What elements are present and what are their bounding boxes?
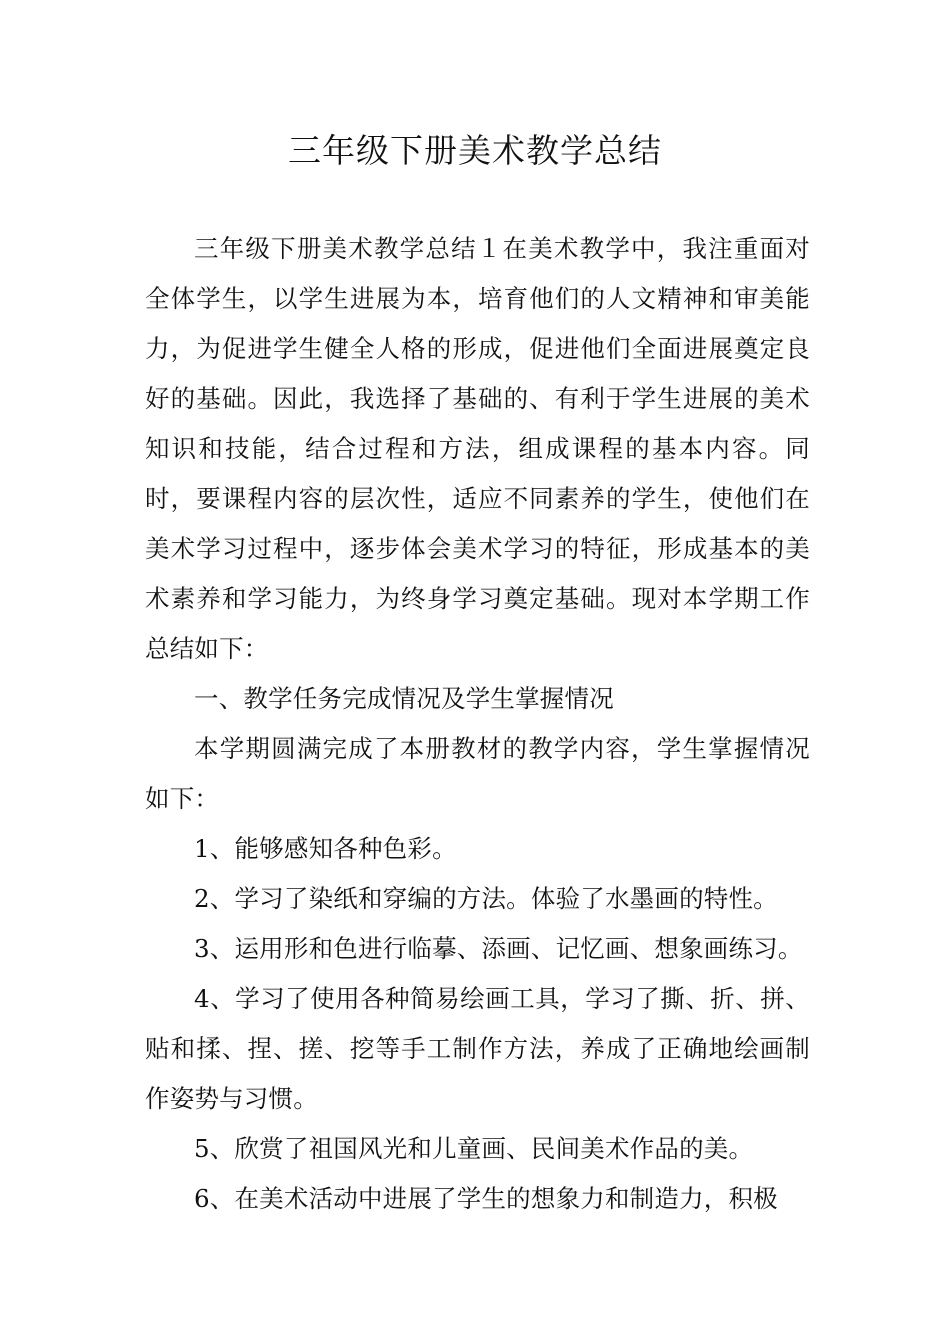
document-body [145,224,810,1224]
list-item: 4、学习了使用各种简易绘画工具，学习了撕、折、拼、贴和揉、捏、搓、挖等手工制作方法，养成了正确地绘画制作姿势与习惯。 [145,984,810,1113]
document-title: 三年级下册美术教学总结 [288,131,662,170]
section-heading: 一、教学任务完成情况及学生掌握情况 [194,684,614,713]
list-item: 3、运用形和色进行临摹、添画、记忆画、想象画练习。 [194,934,803,963]
paragraph-intro: 三年级下册美术教学总结１在美术教学中，我注重面对全体学生，以学生进展为本，培育他们的人文精神和审美能力，为促进学生健全人格的形成，促进他们全面进展奠定良好的基础。因此，我选择了基础的、有利于学生进展的美术知识和技能，结合过程和方法，组成课程的基本内容。同时，要课程内容的层次性，适应不同素养的学生，使他们在美术学习过程中，逐步体会美术学习的特征，形成基本的美术素养和学习能力，为终身学习奠定基础。现对本学期工作总结如下： [145,234,810,663]
list-item: 5、欣赏了祖国风光和儿童画、民间美术作品的美。 [194,1134,754,1163]
paragraph-completion: 本学期圆满完成了本册教材的教学内容，学生掌握情况如下： [145,734,810,813]
list-item: 1、能够感知各种色彩。 [194,834,457,863]
list-item: 6、在美术活动中进展了学生的想象力和制造力，积极 [194,1184,778,1213]
list-item: 2、学习了染纸和穿编的方法。体验了水墨画的特性。 [194,884,778,913]
